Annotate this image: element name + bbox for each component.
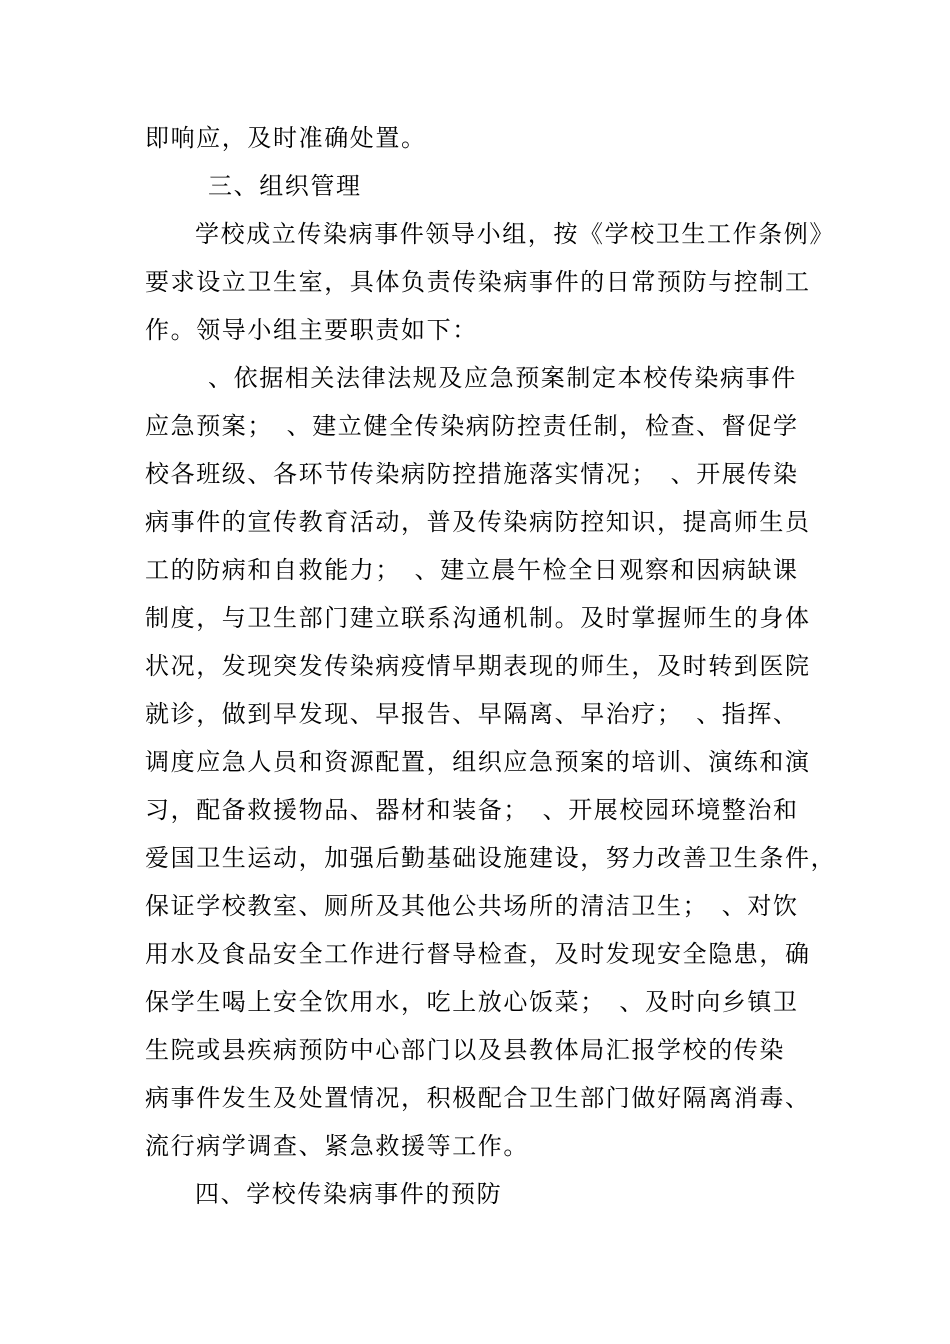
paragraph-line: 病事件的宣传教育活动，普及传染病防控知识，提高师生员 [145,508,811,536]
paragraph-line: 爱国卫生运动，加强后勤基础设施建设，努力改善卫生条件， [145,844,837,872]
paragraph-line: 就诊，做到早发现、早报告、早隔离、早治疗； 、指挥、 [145,700,799,728]
paragraph-line: 状况，发现突发传染病疫情早期表现的师生，及时转到医院 [145,652,811,680]
paragraph-line: 用水及食品安全工作进行督导检查，及时发现安全隐患，确 [145,940,811,968]
section-heading-prevention: 四、学校传染病事件的预防 [195,1180,503,1208]
paragraph-line: 、依据相关法律法规及应急预案制定本校传染病事件 [208,364,797,392]
paragraph-line: 保证学校教室、厕所及其他公共场所的清洁卫生； 、对饮 [145,892,799,920]
text-line-continuation: 即响应，及时准确处置。 [145,124,427,152]
paragraph-line: 学校成立传染病事件领导小组，按《学校卫生工作条例》 [195,220,835,248]
paragraph-line: 习，配备救援物品、器材和装备； 、开展校园环境整治和 [145,796,799,824]
section-heading-organization: 三、组织管理 [208,172,362,200]
paragraph-line: 调度应急人员和资源配置，组织应急预案的培训、演练和演 [145,748,811,776]
paragraph-line: 要求设立卫生室，具体负责传染病事件的日常预防与控制工 [145,268,811,296]
paragraph-line: 生院或县疾病预防中心部门以及县教体局汇报学校的传染 [145,1036,785,1064]
paragraph-line: 应急预案； 、建立健全传染病防控责任制，检查、督促学 [145,412,799,440]
paragraph-line: 校各班级、各环节传染病防控措施落实情况； 、开展传染 [145,460,799,488]
paragraph-line: 流行病学调查、紧急救援等工作。 [145,1132,529,1160]
paragraph-line: 保学生喝上安全饮用水，吃上放心饭菜； 、及时向乡镇卫 [145,988,799,1016]
paragraph-line: 作。领导小组主要职责如下： [145,316,478,344]
paragraph-line: 病事件发生及处置情况，积极配合卫生部门做好隔离消毒、 [145,1084,811,1112]
paragraph-line: 制度，与卫生部门建立联系沟通机制。及时掌握师生的身体 [145,604,811,632]
paragraph-line: 工的防病和自救能力； 、建立晨午检全日观察和因病缺课 [145,556,799,584]
